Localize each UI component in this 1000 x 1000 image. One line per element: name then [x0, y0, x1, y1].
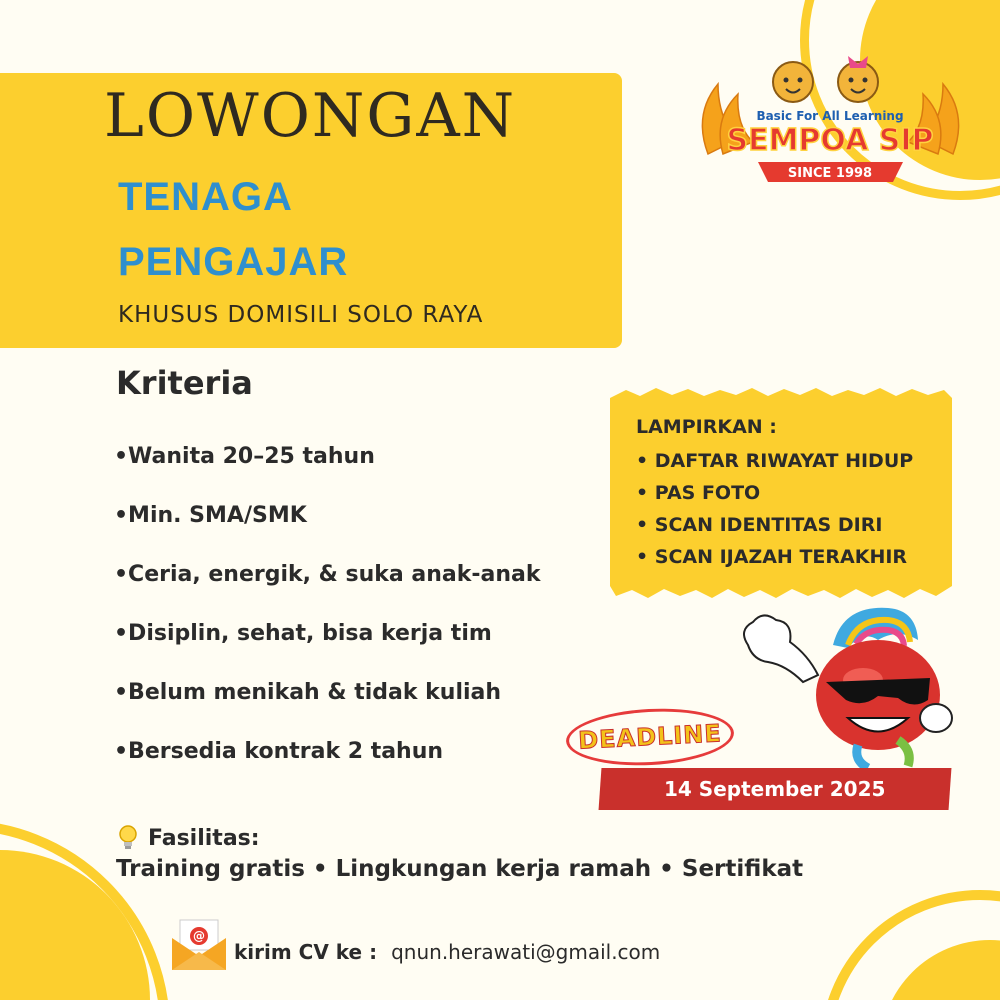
svg-text:@: @: [193, 929, 205, 943]
facilities-heading-row: [116, 824, 260, 852]
deadline-label: DEADLINE: [577, 719, 723, 755]
criteria-item: •Min. SMA/SMK: [114, 503, 307, 528]
lightbulb-icon: [116, 824, 140, 852]
contact-email[interactable]: qnun.herawati@gmail.com: [391, 940, 661, 964]
facilities-heading: Fasilitas:: [148, 825, 260, 851]
contact-row: [234, 940, 660, 964]
logo-tagline: Basic For All Learning: [756, 109, 904, 123]
domicile-note: KHUSUS DOMISILI SOLO RAYA: [118, 302, 484, 328]
mail-icon: [170, 916, 228, 972]
subtitle-line-1: TENAGA: [118, 175, 293, 219]
criteria-item: •Belum menikah & tidak kuliah: [114, 680, 502, 705]
page-title: LOWONGAN: [104, 81, 517, 151]
mascot-illustration: [738, 600, 953, 770]
contact-label: kirim CV ke :: [234, 940, 378, 964]
criteria-list: [114, 441, 541, 795]
attachments-list: [636, 447, 913, 575]
deadline-badge: [565, 705, 736, 770]
criteria-item: •Wanita 20–25 tahun: [114, 444, 375, 469]
attachment-item: • SCAN IJAZAH TERAKHIR: [636, 546, 908, 568]
criteria-item: •Disiplin, sehat, bisa kerja tim: [114, 621, 492, 646]
attachment-item: • PAS FOTO: [636, 482, 761, 504]
attachment-item: • SCAN IDENTITAS DIRI: [636, 514, 883, 536]
logo-since: SINCE 1998: [787, 166, 873, 181]
subtitle-line-2: PENGAJAR: [118, 240, 349, 284]
criteria-heading: Kriteria: [116, 364, 253, 402]
facilities-text: Training gratis • Lingkungan kerja ramah • Sertifikat: [116, 856, 804, 882]
attachments-heading: LAMPIRKAN :: [636, 416, 777, 438]
deadline-date: 14 September 2025: [664, 777, 886, 801]
attachment-item: • DAFTAR RIWAYAT HIDUP: [636, 450, 914, 472]
criteria-item: •Bersedia kontrak 2 tahun: [114, 739, 444, 764]
logo-image: [688, 44, 973, 194]
deadline-date-banner: [599, 768, 952, 810]
logo-brand: SEMPOA SIP: [726, 123, 934, 158]
criteria-item: •Ceria, energik, & suka anak-anak: [114, 562, 541, 587]
